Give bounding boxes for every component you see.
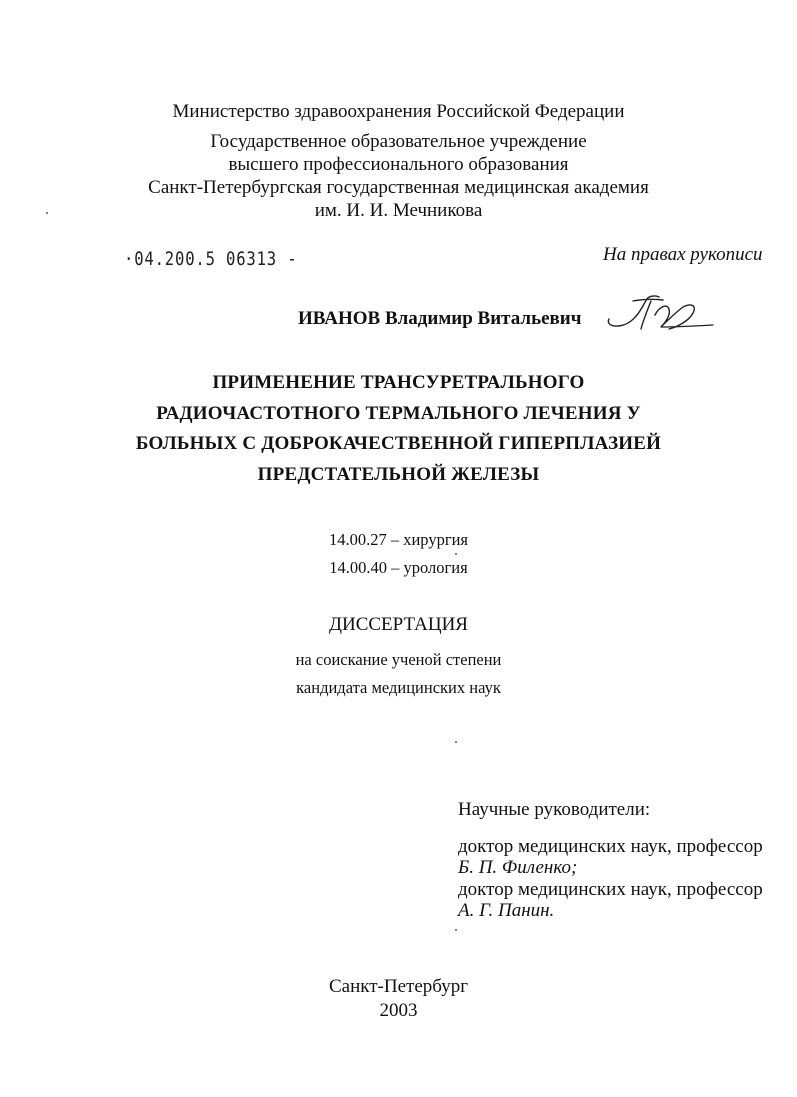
advisor-2-name: А. Г. Панин.	[458, 900, 555, 921]
scan-speck	[46, 212, 48, 214]
rights-note: На правах рукописи	[603, 244, 763, 265]
degree-line-2: кандидата медицинских наук	[296, 678, 501, 697]
advisors-label: Научные руководители:	[458, 799, 651, 820]
archive-stamp-code: ·04.200.5 06313 -	[124, 248, 298, 270]
dissertation-title	[0, 368, 797, 490]
scan-speck	[455, 929, 457, 931]
institution-line-1: Государственное образовательное учреждение	[210, 131, 587, 152]
ministry-line: Министерство здравоохранения Российской Федерации	[172, 101, 625, 122]
degree-block	[0, 646, 797, 702]
advisor-1-degree: доктор медицинских наук, профессор	[458, 835, 763, 857]
advisor-2-degree: доктор медицинских наук, профессор	[458, 878, 763, 900]
institution-line-2: высшего профессионального образования	[228, 154, 569, 175]
ministry-name	[0, 101, 797, 123]
specialties-block	[0, 526, 797, 582]
advisors-block	[458, 799, 763, 922]
footer-year: 2003	[379, 1000, 418, 1021]
scan-speck	[455, 741, 457, 743]
specialty-urology: 14.00.40 – урология	[329, 558, 468, 577]
institution-line-3: Санкт-Петербургская государственная медицинская академия	[148, 177, 649, 198]
degree-line-1: на соискание ученой степени	[295, 650, 502, 669]
footer-block	[0, 975, 797, 1023]
title-line-1: ПРИМЕНЕНИЕ ТРАНСУРЕТРАЛЬНОГО	[212, 372, 585, 393]
footer-city: Санкт-Петербург	[328, 976, 468, 997]
title-line-3: БОЛЬНЫХ С ДОБРОКАЧЕСТВЕННОЙ ГИПЕРПЛАЗИЕЙ	[135, 433, 662, 454]
title-line-4: ПРЕДСТАТЕЛЬНОЙ ЖЕЛЕЗЫ	[257, 463, 540, 485]
handwritten-signature	[603, 291, 715, 335]
institution-line-4: им. И. И. Мечникова	[314, 200, 483, 221]
document-type-heading: ДИССЕРТАЦИЯ	[329, 614, 468, 635]
specialty-surgery: 14.00.27 – хирургия	[328, 530, 469, 549]
scan-speck	[455, 553, 457, 555]
author-name: ИВАНОВ Владимир Витальевич	[298, 308, 582, 329]
advisor-1-name: Б. П. Филенко;	[458, 857, 578, 878]
institution-block	[0, 130, 797, 222]
title-line-2: РАДИОЧАСТОТНОГО ТЕРМАЛЬНОГО ЛЕЧЕНИЯ У	[156, 402, 641, 424]
